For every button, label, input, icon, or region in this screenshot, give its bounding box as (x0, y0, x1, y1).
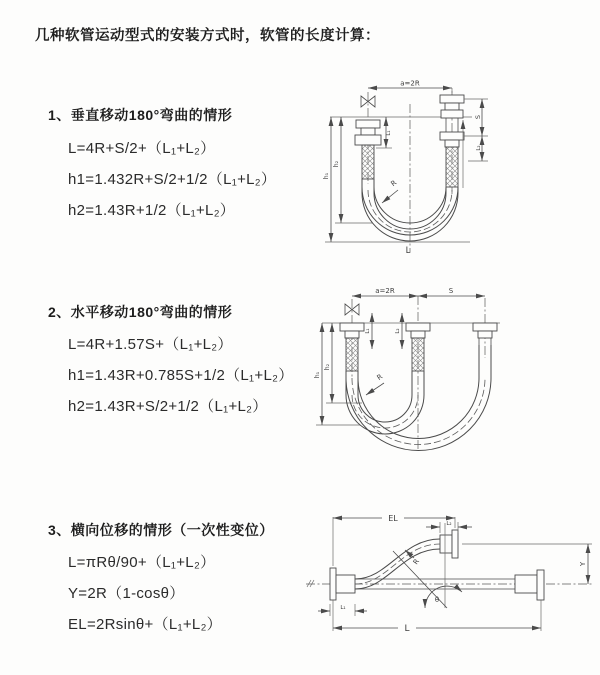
dimension-l1 (318, 604, 367, 616)
label-l1: L₁ (365, 328, 371, 334)
dimension-s (464, 99, 488, 136)
radius-callout (366, 373, 384, 395)
label-l-total: L (405, 246, 411, 256)
label-r: R (411, 557, 422, 567)
formula-line: h1=1.43R+0.785S+1/2（L₁+L₂） (68, 367, 294, 384)
label-l1: L₁ (386, 130, 392, 136)
page-title: 几种软管运动型式的安装方式时，软管的长度计算： (35, 28, 380, 44)
label-l2: L₂ (446, 521, 452, 527)
diagram-lateral-displacement (298, 503, 600, 648)
dimension-l2 (426, 521, 472, 533)
label-h2: h₂ (333, 160, 340, 168)
label-y: Y (579, 561, 587, 567)
label-s: S (448, 287, 454, 295)
formula-line: Y=2R（1-cosθ） (68, 585, 185, 602)
label-h1: h₁ (314, 371, 321, 379)
original-position-pipe (355, 570, 544, 600)
formula-line: h2=1.43R+S/2+1/2（L₁+L₂） (68, 398, 268, 415)
dimension-s (418, 287, 485, 296)
left-flange-fitting (355, 120, 381, 179)
label-s: S (474, 114, 482, 120)
label-l2: L₂ (395, 328, 401, 334)
label-r: R (389, 178, 399, 189)
hose-s-curve (355, 539, 440, 589)
formula-line: h1=1.432R+S/2+1/2（L₁+L₂） (68, 171, 277, 188)
label-l-total: L (404, 624, 410, 634)
radius-callout (405, 550, 421, 566)
left-flange-fitting (340, 323, 364, 371)
braided-hose-section (346, 338, 358, 371)
section-1-heading: 1、垂直移动180°弯曲的情形 (48, 107, 233, 123)
braided-hose-section (446, 147, 458, 187)
displaced-position-flange (440, 530, 458, 558)
dimension-a2r (352, 287, 418, 296)
diagram-vertical-move-180 (310, 76, 600, 256)
label-h1: h₁ (323, 172, 330, 180)
braided-hose-section (362, 145, 374, 179)
formula-line: EL=2Rsinθ+（L₁+L₂） (68, 616, 222, 633)
middle-flange-fitting (406, 323, 430, 371)
formula-line: L=4R+S/2+（L₁+L₂） (68, 140, 216, 157)
label-l2: L₂ (476, 145, 482, 151)
braided-hose-section (412, 338, 424, 371)
left-flange-fitting (330, 568, 355, 600)
dimension-a2r (368, 80, 452, 94)
formula-line: L=4R+1.57S+（L₁+L₂） (68, 336, 233, 353)
label-a2r: a=2R (375, 287, 395, 295)
label-theta: θ (434, 596, 440, 604)
dimension-l1 (365, 313, 372, 349)
formula-line: h2=1.43R+1/2（L₁+L₂） (68, 202, 236, 219)
label-r: R (375, 372, 385, 383)
formula-line: L=πRθ/90+（L₁+L₂） (68, 554, 216, 571)
label-el: EL (388, 514, 398, 523)
label-l1: L₁ (340, 605, 346, 611)
label-h2: h₂ (324, 363, 331, 371)
centerlines (368, 91, 452, 252)
dimension-el (333, 514, 455, 566)
section-3-heading: 3、横向位移的情形（一次性变位） (48, 522, 274, 538)
section-2-heading: 2、水平移动180°弯曲的情形 (48, 304, 233, 320)
diagram-horizontal-move-180 (308, 283, 600, 458)
dimension-l2 (395, 313, 402, 349)
radius-callout (382, 179, 398, 203)
dimension-l2 (468, 136, 488, 161)
label-a2r: a=2R (400, 79, 420, 88)
centerline-break-mark (307, 580, 314, 587)
dimension-l-total (333, 600, 541, 634)
right-flange-fitting-lower (440, 132, 464, 187)
